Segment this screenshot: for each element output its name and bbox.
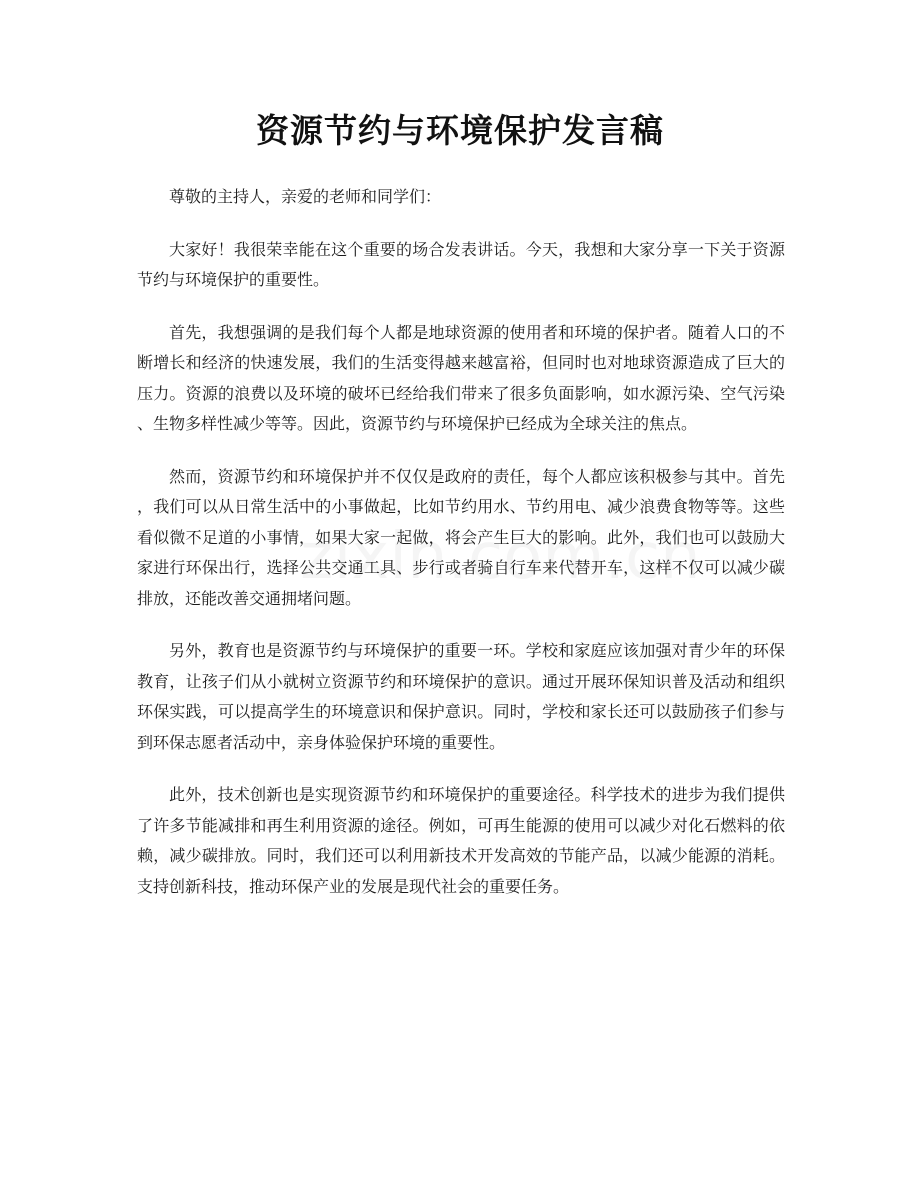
body-paragraph: 然而，资源节约和环境保护并不仅仅是政府的责任，每个人都应该积极参与其中。首先，我们可以从日常生活中的小事做起，比如节约用水、节约用电、减少浪费食物等等。这些看似微不足道的小事情，如果大家一起做，将会产生巨大的影响。此外，我们也可以鼓励大家进行环保出行，选择公共交通工具、步行或者骑自行车来代替开车，这样不仅可以减少碳排放，还能改善交通拥堵问题。: [137, 466, 785, 608]
body-paragraph: 此外，技术创新也是实现资源节约和环境保护的重要途径。科学技术的进步为我们提供了许多节能减排和再生利用资源的途径。例如，可再生能源的使用可以减少对化石燃料的依赖，减少碳排放。同时，我们还可以利用新技术开发高效的节能产品，以减少能源的消耗。支持创新科技，推动环保产业的发展是现代社会的重要任务。: [137, 785, 785, 896]
document-body: [137, 182, 785, 924]
body-paragraph: 大家好！我很荣幸能在这个重要的场合发表讲话。今天，我想和大家分享一下关于资源节约与环境保护的重要性。: [137, 239, 785, 289]
body-paragraph: 首先，我想强调的是我们每个人都是地球资源的使用者和环境的保护者。随着人口的不断增长和经济的快速发展，我们的生活变得越来越富裕，但同时也对地球资源造成了巨大的压力。资源的浪费以及环境的破坏已经给我们带来了很多负面影响，如水源污染、空气污染、生物多样性减少等等。因此，资源节约与环境保护已经成为全球关注的焦点。: [137, 322, 785, 433]
greeting-paragraph: 尊敬的主持人，亲爱的老师和同学们：: [169, 187, 442, 206]
page-title: 资源节约与环境保护发言稿: [256, 111, 664, 150]
body-paragraph: 另外，教育也是资源节约与环境保护的重要一环。学校和家庭应该加强对青少年的环保教育，让孩子们从小就树立资源节约和环境保护的意识。通过开展环保知识普及活动和组织环保实践，可以提高学生的环境意识和保护意识。同时，学校和家长还可以鼓励孩子们参与到环保志愿者活动中，亲身体验保护环境的重要性。: [137, 641, 785, 752]
